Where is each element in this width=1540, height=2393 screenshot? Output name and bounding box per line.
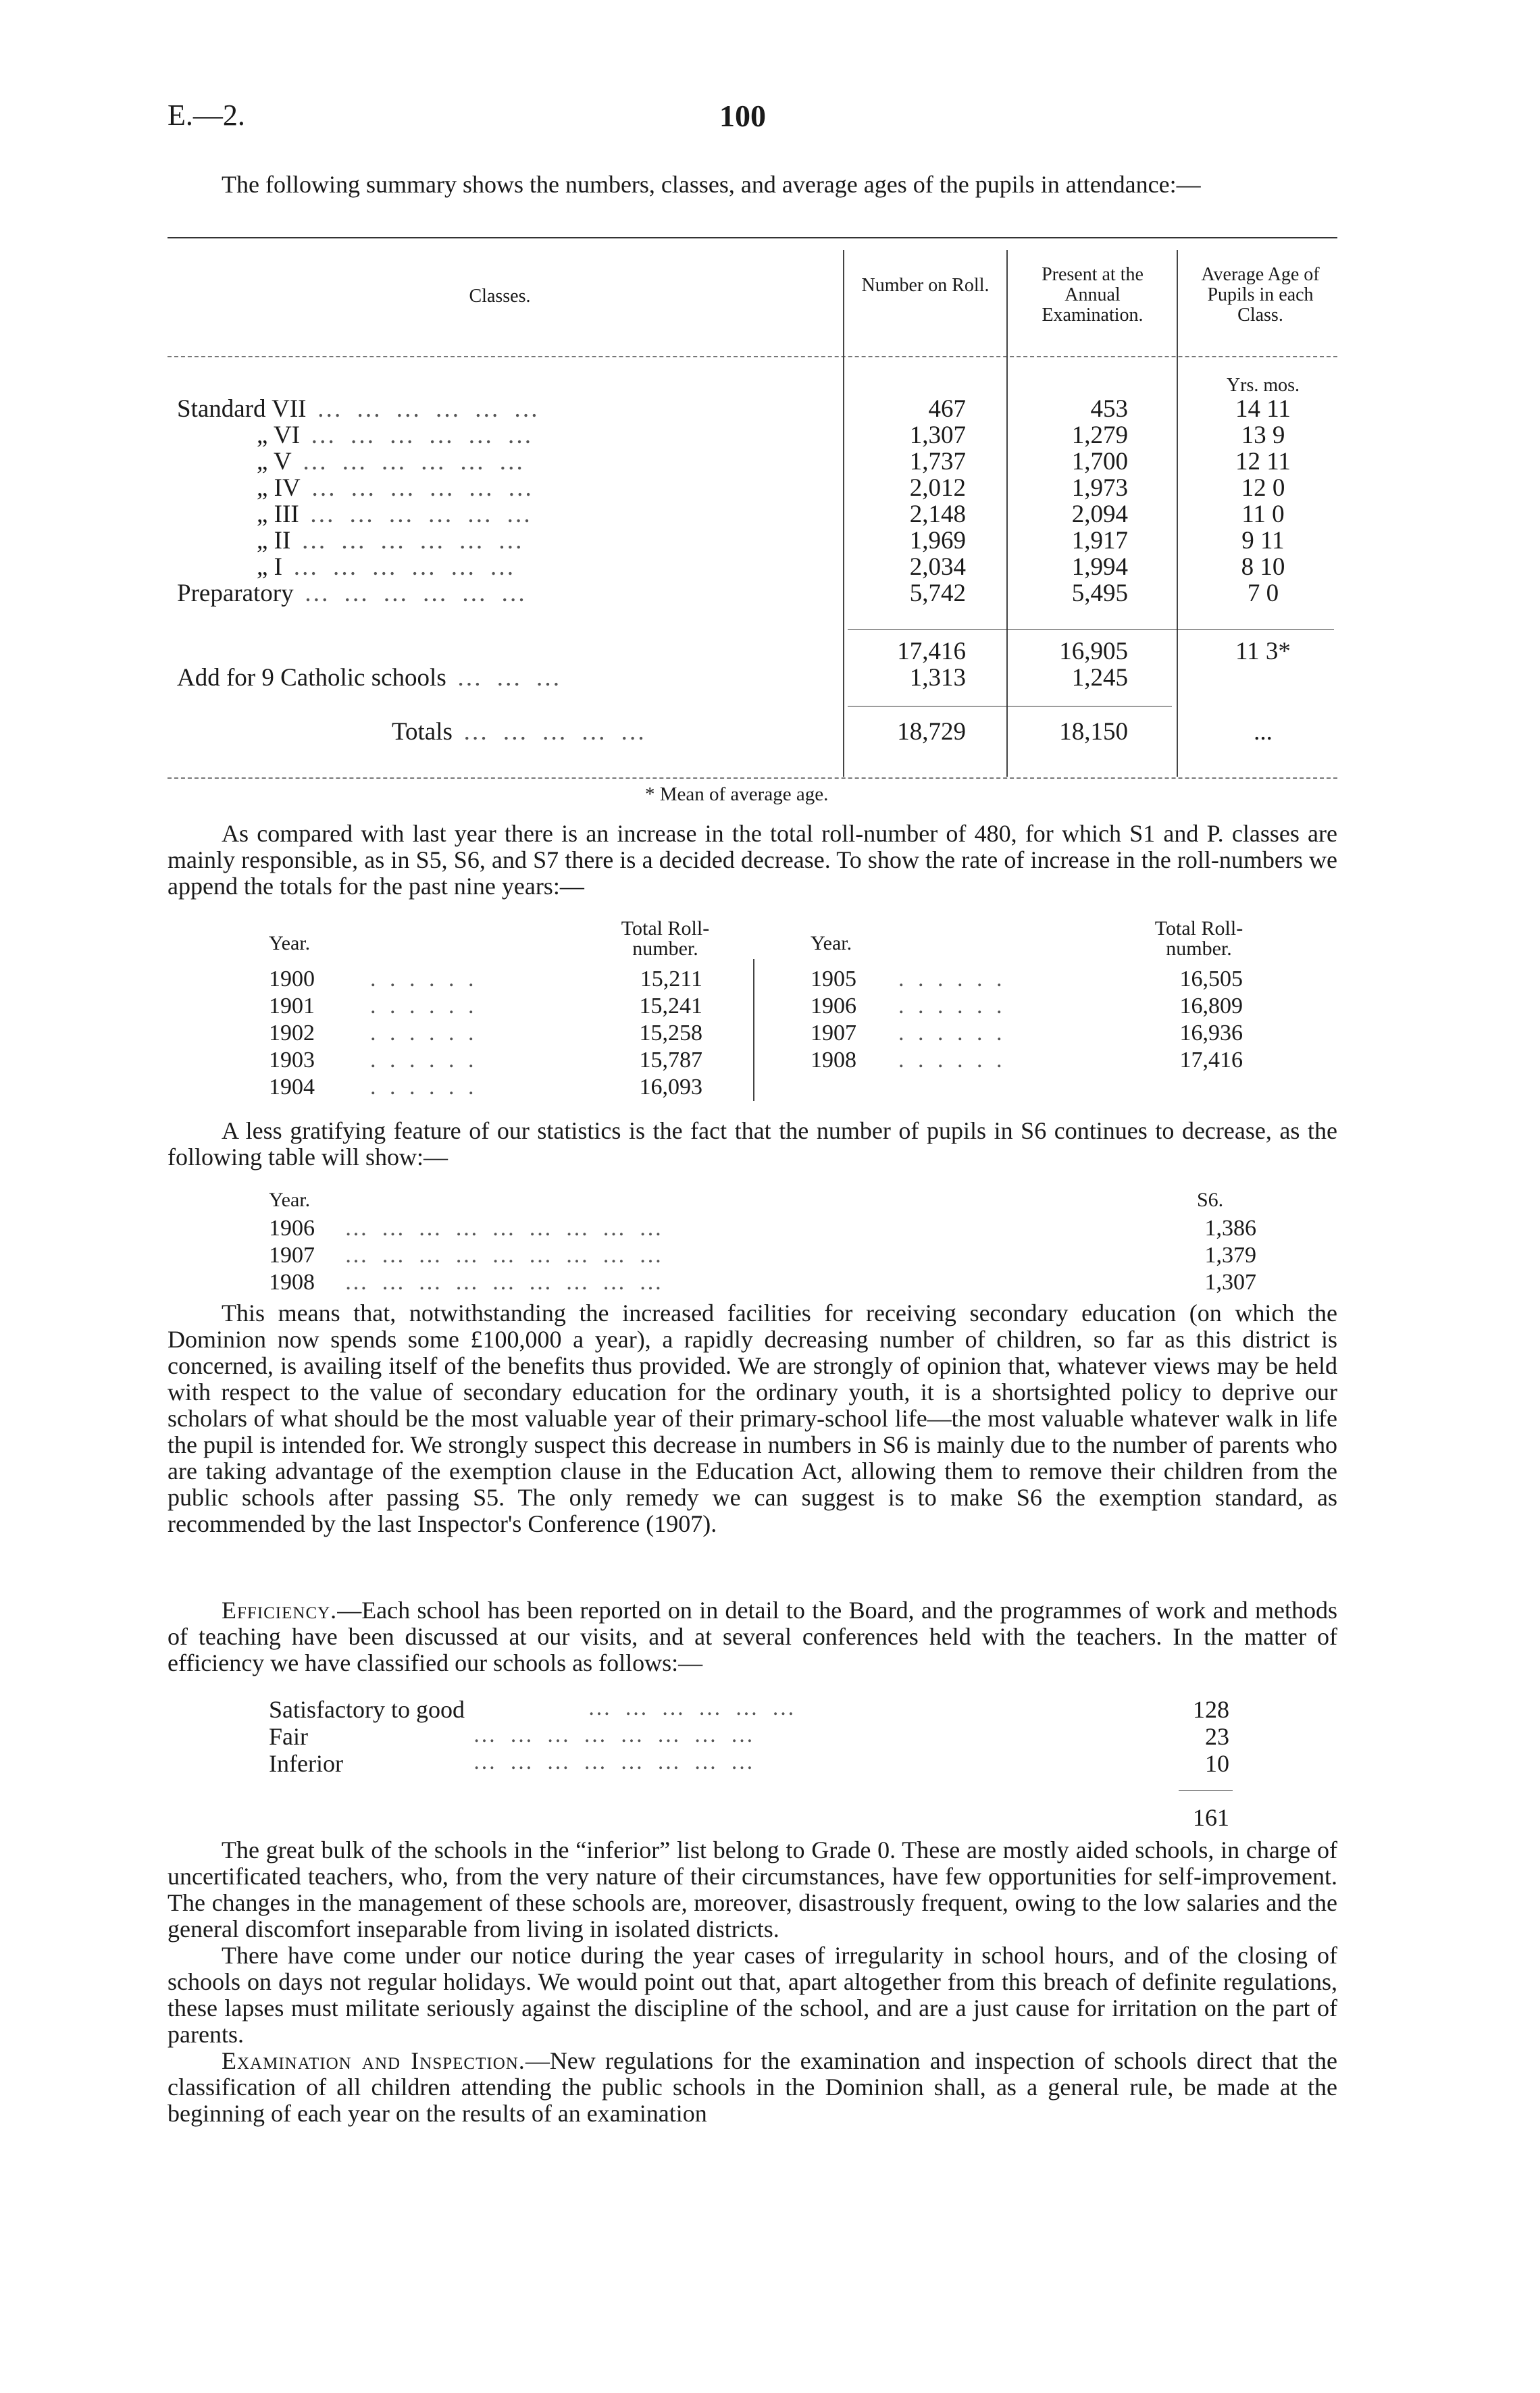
table-bottom-rule xyxy=(168,777,1337,779)
row-age: 14 11 xyxy=(1235,395,1291,423)
table-row: Preparatory … … … … … … xyxy=(177,580,530,607)
row-label: „ V xyxy=(257,448,292,475)
subtotal-present: 16,905 xyxy=(1059,638,1128,665)
table-row: Add for 9 Catholic schools … … … xyxy=(177,664,565,692)
row-label: Standard VII xyxy=(177,395,307,423)
row-age: 11 0 xyxy=(1241,500,1285,528)
row-present: 1,279 xyxy=(1071,421,1128,449)
row-roll: 2,148 xyxy=(909,500,966,528)
column-divider xyxy=(1006,250,1008,777)
row-present: 1,973 xyxy=(1071,474,1128,502)
subtotal-rule xyxy=(848,629,1334,630)
totals-label: Totals xyxy=(392,718,453,746)
year-header-right: Year. xyxy=(811,932,852,954)
age-units: Yrs. mos. xyxy=(1226,375,1300,396)
roll-total: 15,211 xyxy=(640,967,702,992)
roll-total: 17,416 xyxy=(1179,1048,1243,1073)
roll-year: 1908 xyxy=(811,1048,856,1073)
roll-year: 1906 xyxy=(811,994,856,1019)
row-label: „ I xyxy=(257,553,282,581)
paragraph-s6-decrease: A less gratifying feature of our statistics is the fact that the number of pupils in S6 continues to decrease, as the following table will show:— xyxy=(168,1117,1337,1170)
row-roll: 1,969 xyxy=(909,527,966,555)
s6-value: 1,386 xyxy=(1204,1216,1256,1241)
examination-text: —New regulations for the examination and inspection of schools direct that the classification of all children attending the public schools in the Dominion shall, as a general rule, be made at the beginning of each year on the results of an examination xyxy=(168,2047,1337,2127)
totals-present: 18,150 xyxy=(1059,718,1128,746)
header-age: Average Age of Pupils in each Class. xyxy=(1201,264,1320,326)
paragraph-irregularity: There have come under our notice during the year cases of irregularity in school hours, and of the closing of schools on days not regular holidays. We would point out that, apart altogether from this breach of definite regulations, these lapses must militate seriously against the discipline of the school, and are a just cause for irritation on the part of parents. xyxy=(168,1942,1337,2048)
row-roll: 2,012 xyxy=(909,474,966,502)
efficiency-label: Fair xyxy=(269,1723,308,1750)
table-top-rule xyxy=(168,237,1337,238)
table-row: „ IV … … … … … … xyxy=(257,474,537,502)
paragraph-examination xyxy=(168,2048,1337,2127)
paragraph-inferior-schools: The great bulk of the schools in the “inferior” list belong to Grade 0. These are mostly aided schools, in charge of uncertificated teachers, who, from the very nature of their circumstances, have few opportunities for self-improvement. The changes in the management of these schools are, moreover, disastrously frequent, owing to the low salaries and the general discomfort inseparable from living in isolated districts. xyxy=(168,1836,1337,1942)
total-header-right: Total Roll-number. xyxy=(1154,917,1243,960)
row-present: 5,495 xyxy=(1071,580,1128,607)
row-label: „ III xyxy=(257,500,299,528)
paragraph-roll-increase: As compared with last year there is an increase in the total roll-number of 480, for which S1 and P. classes are mainly responsible, as in S5, S6, and S7 there is a decided decrease. To show the rate of increase in the roll-numbers we append the totals for the past nine years:— xyxy=(168,820,1337,900)
table-row: „ V … … … … … … xyxy=(257,448,528,475)
roll-total: 16,505 xyxy=(1179,967,1243,992)
row-present: 2,094 xyxy=(1071,500,1128,528)
efficiency-value: 23 xyxy=(1205,1723,1229,1750)
s6-year: 1906 xyxy=(269,1216,315,1241)
header-roll: Number on Roll. xyxy=(861,275,990,296)
roll-year: 1907 xyxy=(811,1021,856,1046)
efficiency-total-rule xyxy=(1179,1790,1233,1791)
row-age: 13 9 xyxy=(1241,421,1285,449)
table-row: Standard VII … … … … … … xyxy=(177,395,542,423)
table-row: „ II … … … … … … xyxy=(257,527,527,555)
efficiency-text: —Each school has been reported on in detail to the Board, and the programmes of work and methods of teaching have been discussed at our visits, and at several conferences held with the teachers. In the matter of efficiency we have classified our schools as follows:— xyxy=(168,1597,1337,1676)
row-present: 1,917 xyxy=(1071,527,1128,555)
catholic-label: Add for 9 Catholic schools xyxy=(177,664,446,692)
roll-total: 16,093 xyxy=(639,1075,702,1100)
row-roll: 2,034 xyxy=(909,553,966,581)
roll-total: 15,787 xyxy=(639,1048,702,1073)
roll-total: 16,936 xyxy=(1179,1021,1243,1046)
total-header-left: Total Roll-number. xyxy=(621,917,710,960)
table-row: Totals … … … … … xyxy=(392,718,650,746)
s6-value: 1,307 xyxy=(1204,1270,1256,1295)
roll-total: 15,258 xyxy=(639,1021,702,1046)
efficiency-value: 128 xyxy=(1193,1696,1229,1723)
roll-total: 16,809 xyxy=(1179,994,1243,1019)
row-label: „ VI xyxy=(257,421,301,449)
subtotal-roll: 17,416 xyxy=(897,638,966,665)
efficiency-total: 161 xyxy=(1193,1804,1229,1831)
roll-year: 1903 xyxy=(269,1048,315,1073)
row-label: Preparatory xyxy=(177,580,294,607)
roll-total: 15,241 xyxy=(639,994,702,1019)
roll-year: 1901 xyxy=(269,994,315,1019)
table-row: „ III … … … … … … xyxy=(257,500,536,528)
column-divider xyxy=(1177,250,1178,777)
header-classes: Classes. xyxy=(469,286,531,307)
roll-year: 1900 xyxy=(269,967,315,992)
row-age: 9 11 xyxy=(1241,527,1285,555)
totals-roll: 18,729 xyxy=(897,718,966,746)
efficiency-value: 10 xyxy=(1205,1750,1229,1777)
row-age: 8 10 xyxy=(1241,553,1285,581)
catholic-roll: 1,313 xyxy=(909,664,966,692)
s6-year: 1908 xyxy=(269,1270,315,1295)
row-roll: 5,742 xyxy=(909,580,966,607)
year-header-left: Year. xyxy=(269,932,311,954)
row-present: 1,994 xyxy=(1071,553,1128,581)
roll-year: 1905 xyxy=(811,967,856,992)
catholic-present: 1,245 xyxy=(1071,664,1128,692)
header-present: Present at the Annual Examination. xyxy=(1042,264,1144,326)
roll-year: 1904 xyxy=(269,1075,315,1100)
table-row: „ VI … … … … … … xyxy=(257,421,536,449)
paragraph-secondary-education: This means that, notwithstanding the increased facilities for receiving secondary education (on which the Dominion now spends some £100,000 a year), a rapidly decreasing number of children, so far as this district is concerned, is availing itself of the benefits thus provided. We are strongly of opinion that, whatever views may be held with respect to the value of secondary education for the ordinary youth, it is a shortsighted policy to deprive our scholars of what should be the most valuable year of their primary-school life—the most valuable whatever walk in life the pupil is intended for. We strongly suspect this decrease in numbers in S6 is mainly due to the number of parents who are taking advantage of the exemption clause in the Education Act, allowing them to remove their children from the public schools after passing S5. The only remedy we can suggest is to make S6 the exemption standard, as recommended by the last Inspector's Conference (1907). xyxy=(168,1300,1337,1537)
page-number: 100 xyxy=(719,99,766,133)
row-age: 12 11 xyxy=(1235,448,1291,475)
intro-paragraph: The following summary shows the numbers, classes, and average ages of the pupils in attendance:— xyxy=(222,171,1201,198)
row-roll: 1,307 xyxy=(909,421,966,449)
row-present: 453 xyxy=(1090,395,1128,423)
examination-heading: Examination and Inspection. xyxy=(222,2047,525,2074)
roll-year: 1902 xyxy=(269,1021,315,1046)
table-footnote: * Mean of average age. xyxy=(645,783,829,805)
paragraph-efficiency xyxy=(168,1597,1337,1676)
table-row: „ I … … … … … … xyxy=(257,553,519,581)
row-label: „ IV xyxy=(257,474,301,502)
row-roll: 1,737 xyxy=(909,448,966,475)
column-divider xyxy=(753,959,754,1101)
row-label: „ II xyxy=(257,527,291,555)
s6-year-header: Year. xyxy=(269,1189,311,1211)
s6-year: 1907 xyxy=(269,1243,315,1268)
report-code: E.—2. xyxy=(168,99,245,132)
table-header-rule xyxy=(168,356,1337,357)
row-roll: 467 xyxy=(928,395,966,423)
row-age: 12 0 xyxy=(1241,474,1285,502)
row-present: 1,700 xyxy=(1071,448,1128,475)
totals-age: ... xyxy=(1254,718,1273,746)
s6-value: 1,379 xyxy=(1204,1243,1256,1268)
row-age: 7 0 xyxy=(1247,580,1279,607)
subtotal-age: 11 3* xyxy=(1235,638,1291,665)
column-divider xyxy=(843,250,844,777)
efficiency-label: Satisfactory to good xyxy=(269,1696,465,1723)
efficiency-label: Inferior xyxy=(269,1750,343,1777)
efficiency-heading: Efficiency. xyxy=(222,1597,338,1624)
s6-value-header: S6. xyxy=(1197,1189,1224,1211)
